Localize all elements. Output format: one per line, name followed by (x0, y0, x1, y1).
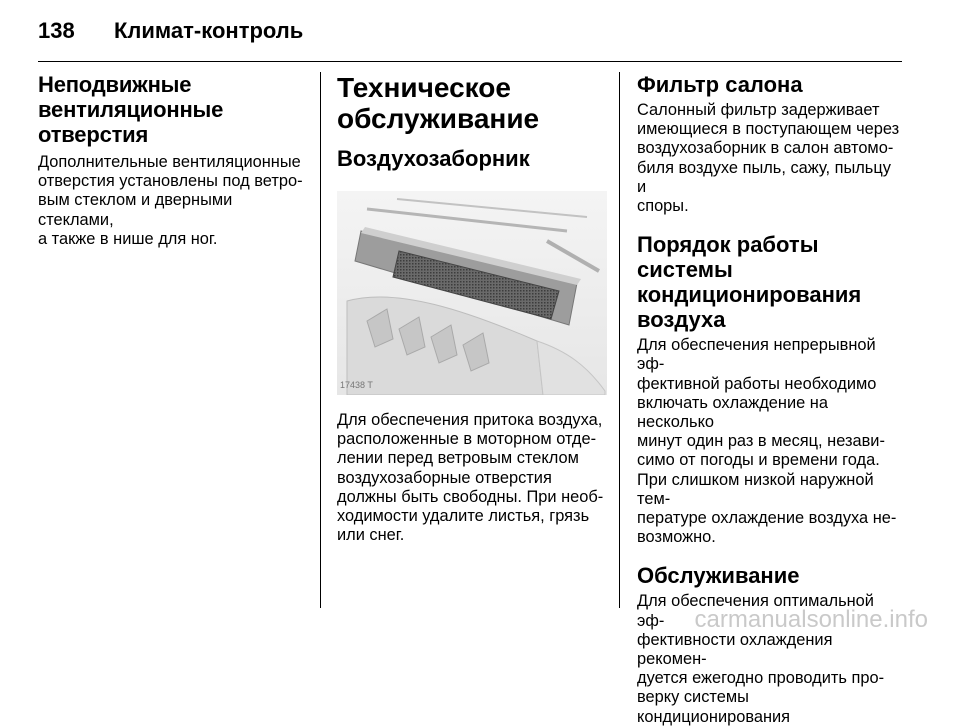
column-divider-2 (619, 72, 620, 608)
vents-paragraph: Дополнительные вентиляционные отверстия установлены под ветро- вым стеклом и дверными стеклами, а также в нише для ног. (38, 153, 303, 248)
air-intake-paragraph: Для обеспечения притока воздуха, расположенные в моторном отде- лении перед ветровым стеклом воздухозаборные отверстия должны быть свободны. При необ- ходимости удалите листья, грязь или снег. (337, 411, 604, 545)
subheading-air-intake: Воздухозаборник (337, 146, 530, 171)
page-header (38, 18, 303, 50)
air-intake-illustration (337, 191, 607, 395)
heading-ac-operation: Порядок работы системы кондиционирования воздуха (637, 232, 862, 333)
header-rule (38, 61, 902, 62)
section-heading-vents: Неподвижные вентиляционные отверстия (38, 72, 224, 147)
column-divider-1 (320, 72, 321, 608)
figure-id: 17438 T (340, 380, 373, 390)
chapter-title: Климат-контроль (114, 18, 304, 43)
column-1 (38, 72, 306, 249)
watermark-text: carmanualsonline.info (694, 606, 928, 633)
section-heading-maintenance: Техническое обслуживание (337, 72, 540, 134)
ac-operation-paragraph: Для обеспечения непрерывной эф- фективной работы необходимо включать охлаждение на несколько минут один раз в месяц, незави- симо от погоды и времени года. При слишком низкой наружной тем- пературе охлаждение воздуха не- возможно. (637, 336, 897, 547)
page-number: 138 (38, 18, 75, 43)
cabin-filter-paragraph: Салонный фильтр задерживает имеющиеся в поступающем через воздухозаборник в салон автомо- биля воздухе пыль, сажу, пыльцу и споры. (637, 101, 900, 216)
heading-cabin-filter: Фильтр салона (637, 72, 803, 97)
column-2 (337, 72, 605, 545)
heading-service: Обслуживание (637, 563, 800, 589)
service-paragraph: Для обеспечения оптимальной эф- фективности охлаждения рекомен- дуется ежегодно проводить про- верку системы кондиционирования (637, 592, 885, 726)
